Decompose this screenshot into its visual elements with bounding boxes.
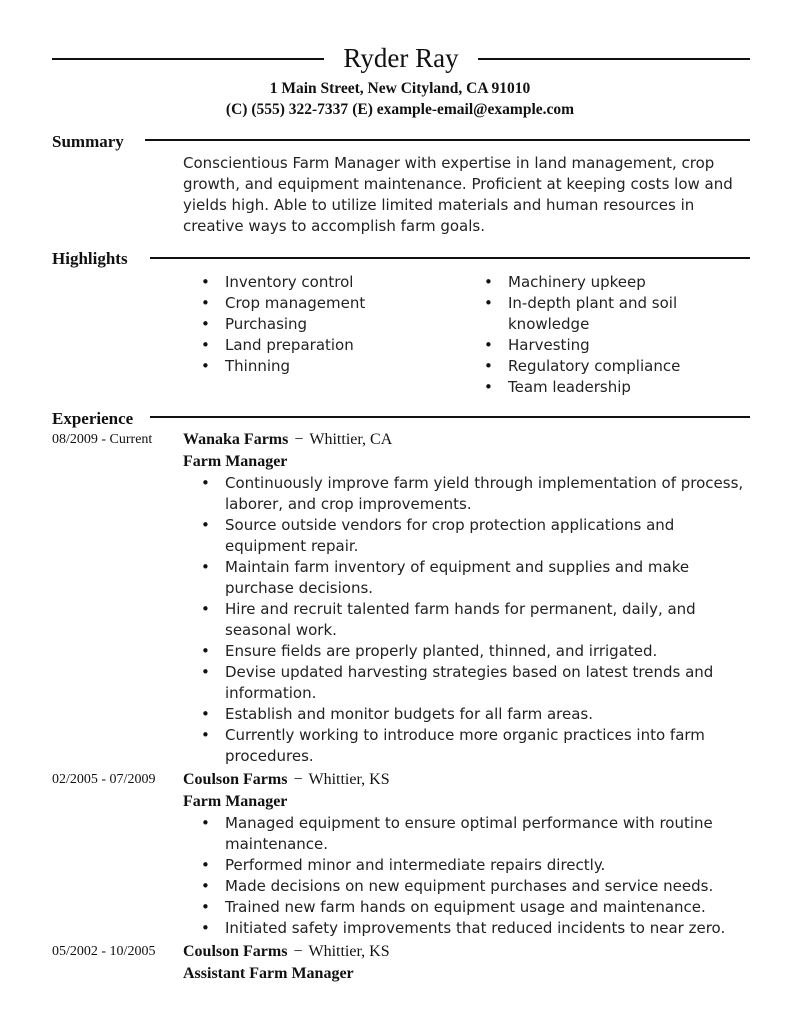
list-item: • In-depth plant and soil knowledge <box>466 293 716 335</box>
highlights-rule <box>150 257 750 259</box>
list-item: • Purchasing <box>183 314 453 335</box>
list-item: • Harvesting <box>466 335 716 356</box>
list-item: • Hire and recruit talented farm hands for permanent, daily, and seasonal work. <box>183 599 753 641</box>
list-item: • Maintain farm inventory of equipment and supplies and make purchase decisions. <box>183 557 753 599</box>
company-name: Wanaka Farms <box>183 431 289 448</box>
summary-heading: Summary <box>52 132 124 151</box>
job-header <box>183 771 390 789</box>
job-title: Farm Manager <box>183 793 288 810</box>
job-location: Whittier, KS <box>308 943 390 960</box>
list-item: • Performed minor and intermediate repairs directly. <box>183 855 753 876</box>
list-item: • Team leadership <box>466 377 716 398</box>
experience-rule <box>150 416 750 418</box>
job-header <box>183 431 392 449</box>
job-dates: 02/2005 - 07/2009 <box>52 772 156 787</box>
list-item: • Ensure fields are properly planted, thinned, and irrigated. <box>183 641 753 662</box>
phone: (C) (555) 322-7337 <box>225 101 349 118</box>
experience-heading: Experience <box>52 409 134 428</box>
job-duties <box>183 473 753 767</box>
list-item: • Machinery upkeep <box>466 272 716 293</box>
company-name: Coulson Farms <box>183 771 288 788</box>
company-name: Coulson Farms <box>183 943 288 960</box>
list-item: • Initiated safety improvements that reduced incidents to near zero. <box>183 918 753 939</box>
job-duties <box>183 813 753 939</box>
header-rule-right <box>478 58 750 60</box>
highlights-list-left <box>183 272 453 377</box>
job-title: Assistant Farm Manager <box>183 965 354 982</box>
separator: − <box>293 943 303 960</box>
job-title: Farm Manager <box>183 453 288 470</box>
job-location: Whittier, CA <box>309 431 393 448</box>
highlights-list-right <box>466 272 716 398</box>
list-item: • Managed equipment to ensure optimal performance with routine maintenance. <box>183 813 753 855</box>
highlights-heading: Highlights <box>52 249 128 268</box>
job-dates: 08/2009 - Current <box>52 432 153 447</box>
job-header <box>183 943 390 961</box>
address: 1 Main Street, New Cityland, CA 91010 <box>269 80 531 97</box>
email: (E) example-email@example.com <box>352 101 575 118</box>
list-item: • Currently working to introduce more organic practices into farm procedures. <box>183 725 753 767</box>
list-item: • Trained new farm hands on equipment usage and maintenance. <box>183 897 753 918</box>
contact-line <box>0 101 800 119</box>
name-row <box>52 42 750 74</box>
list-item: • Regulatory compliance <box>466 356 716 377</box>
list-item: • Land preparation <box>183 335 453 356</box>
list-item: • Crop management <box>183 293 453 314</box>
separator: − <box>294 431 304 448</box>
list-item: • Continuously improve farm yield through implementation of process, laborer, and crop improvements. <box>183 473 753 515</box>
list-item: • Thinning <box>183 356 453 377</box>
list-item: • Made decisions on new equipment purchases and service needs. <box>183 876 753 897</box>
list-item: • Establish and monitor budgets for all farm areas. <box>183 704 753 725</box>
list-item: • Inventory control <box>183 272 453 293</box>
job-location: Whittier, KS <box>308 771 390 788</box>
summary-rule <box>145 139 750 141</box>
summary-text: Conscientious Farm Manager with expertise in land management, crop growth, and equipment maintenance. Proficient at keeping costs low and yields high. Able to utilize limited materials and human resources in creative ways to accomplish farm goals. <box>183 154 733 235</box>
list-item: • Devise updated harvesting strategies based on latest trends and information. <box>183 662 753 704</box>
separator: − <box>293 771 303 788</box>
candidate-name: Ryder Ray <box>343 43 459 73</box>
job-dates: 05/2002 - 10/2005 <box>52 944 156 959</box>
list-item: • Source outside vendors for crop protection applications and equipment repair. <box>183 515 753 557</box>
